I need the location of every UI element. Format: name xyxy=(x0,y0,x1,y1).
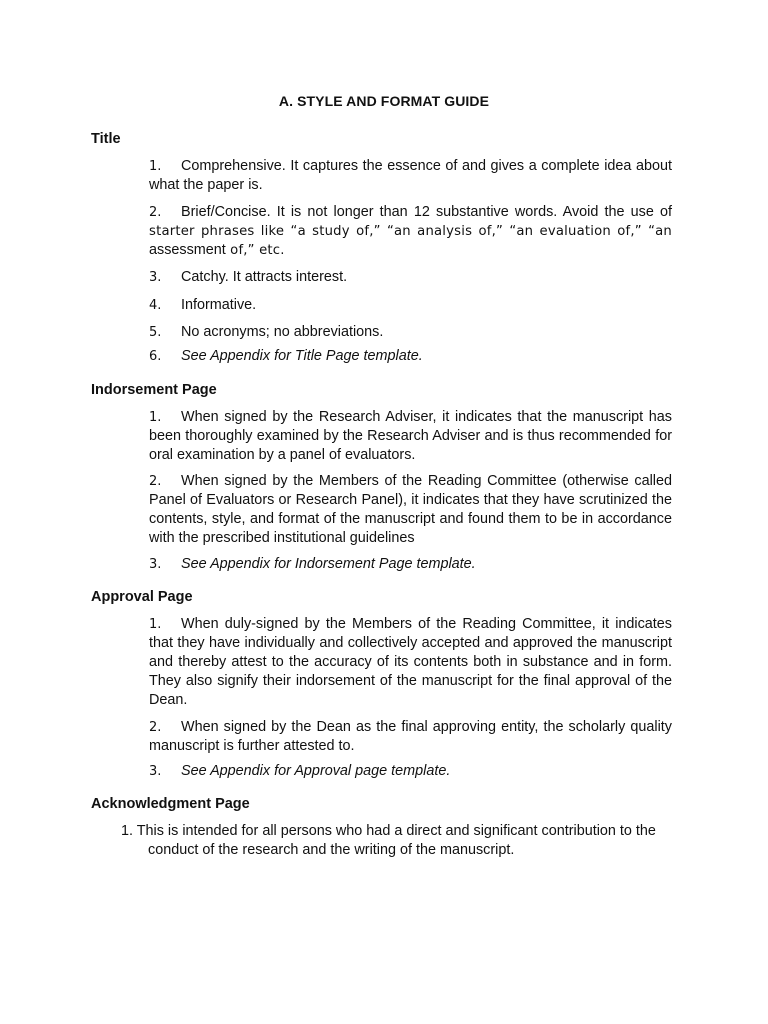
item-text: When signed by the Research Adviser, it indicates that the manuscript has been thoroughly examined by the Research Adviser and is thus recommended for oral examination by a panel of evaluators. xyxy=(149,409,672,463)
list-item xyxy=(149,203,672,260)
item-text: Comprehensive. It captures the essence of and gives a complete idea about what the paper is. xyxy=(149,158,672,193)
item-text: When signed by the Dean as the final approving entity, the scholarly quality manuscript is further attested to. xyxy=(149,719,672,754)
item-text: See Appendix for Indorsement Page template. xyxy=(181,556,476,572)
list-item xyxy=(149,718,672,756)
list-item xyxy=(149,268,672,287)
item-text: Catchy. It attracts interest. xyxy=(181,269,348,285)
list-item xyxy=(149,323,672,342)
item-text-cont: of,” etc. xyxy=(225,243,285,258)
list-item xyxy=(149,762,672,781)
item-text-cont: conduct of the research and the writing of the manuscript. xyxy=(148,842,515,858)
item-number: 1. xyxy=(149,410,162,425)
section-heading-approval: Approval Page xyxy=(91,589,193,605)
item-text-cont: assessment xyxy=(149,242,226,258)
item-number: 3. xyxy=(149,557,162,572)
section-heading-indorsement: Indorsement Page xyxy=(91,382,217,398)
section-heading-title: Title xyxy=(91,131,121,147)
item-number: 1. xyxy=(149,617,162,632)
list-item xyxy=(149,347,672,366)
list-item xyxy=(121,822,673,860)
list-item xyxy=(149,296,672,315)
page-title: A. STYLE AND FORMAT GUIDE xyxy=(278,93,490,109)
item-number: 2. xyxy=(149,474,162,489)
item-number: 3. xyxy=(149,270,162,285)
item-number: 5. xyxy=(149,325,162,340)
list-item xyxy=(149,615,672,710)
list-item xyxy=(149,472,672,548)
item-text-cont: starter phrases like “a study of,” “an analysis of,” “an evaluation of,” “an xyxy=(149,224,672,239)
item-text: No acronyms; no abbreviations. xyxy=(181,324,384,340)
item-number: 6. xyxy=(149,349,162,364)
item-text: Brief/Concise. It is not longer than 12 substantive words. Avoid the use of xyxy=(181,204,672,220)
section-heading-acknowledgment: Acknowledgment Page xyxy=(91,796,250,812)
item-text: See Appendix for Title Page template. xyxy=(181,348,423,364)
list-item xyxy=(149,157,672,195)
list-item xyxy=(149,408,672,465)
item-number: 2. xyxy=(149,720,162,735)
item-number: 2. xyxy=(149,205,162,220)
item-text: 1. This is intended for all persons who had a direct and significant contribution to the xyxy=(121,823,656,839)
item-text: See Appendix for Approval page template. xyxy=(181,763,451,779)
item-text: When duly-signed by the Members of the Reading Committee, it indicates that they have individually and collectively accepted and approved the manuscript and thereby attest to the accuracy of its contents both in substance and in form. They also signify their indorsement of the manuscript for the final approval of the Dean. xyxy=(149,616,672,708)
item-number: 1. xyxy=(149,159,162,174)
item-number: 4. xyxy=(149,298,162,313)
item-text: When signed by the Members of the Reading Committee (otherwise called Panel of Evaluators or Research Panel), it indicates that they have scrutinized the contents, style, and format of the manuscript and found them to be in accordance with the prescribed institutional guidelines xyxy=(149,473,672,546)
item-number: 3. xyxy=(149,764,162,779)
item-text: Informative. xyxy=(181,297,257,313)
list-item xyxy=(149,555,672,574)
